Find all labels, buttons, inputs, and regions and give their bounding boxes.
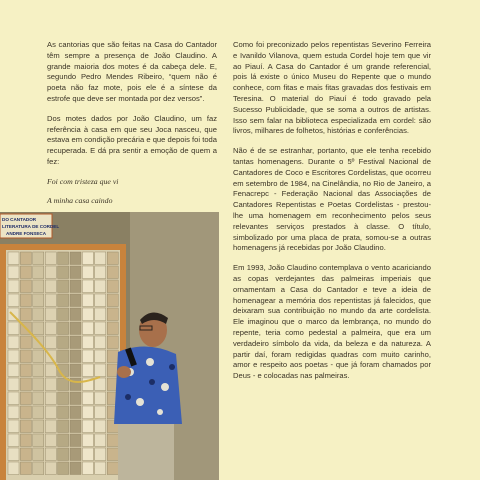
booklet-cover [70,364,81,377]
booklet-cover [70,448,81,461]
left-text-column [47,40,217,216]
booklet-cover [107,294,118,307]
booklet-cover [33,266,44,279]
booklet-cover [70,350,81,363]
paragraph: Não é de se estranhar, portanto, que ele tenha recebido tantas homenagens. Durante o 5º Festival Nacional de Cantadores de Coco e Escritores Cordelistas, que ocorreu em setembro de 1984, na Cinelândia, no Rio de Janeiro, a Fenacrepc - Federação Nacional das Associações de Cantadores Repentistas e Poetas Cordelistas - prestou-lhe uma homenagem em reconhecimento pelos seus relevantes serviços prestados à classe. O título, simbolizado por uma placa de prata, somou-se a outras homenagens já recebidas por João Claudino. [233,146,431,253]
booklet-cover [45,336,56,349]
booklet-cover [58,336,69,349]
booklet-cover [20,294,31,307]
booklet-cover [20,308,31,321]
banner-line: ANDRE FONSECA [6,231,47,236]
booklet-cover [70,406,81,419]
booklet-cover [33,378,44,391]
booklet-cover [107,322,118,335]
booklet-cover [58,392,69,405]
booklet-cover [70,378,81,391]
booklet-cover [8,336,19,349]
booklet-cover [8,322,19,335]
booklet-cover [82,266,93,279]
booklet-cover [95,462,106,475]
trousers [118,422,174,480]
booklet-cover [95,308,106,321]
booklet-cover [70,336,81,349]
booklet-cover [20,266,31,279]
booklet-cover [95,252,106,265]
booklet-cover [58,266,69,279]
booklet-cover [8,420,19,433]
booklet-cover [82,336,93,349]
booklet-cover [20,406,31,419]
booklet-cover [95,448,106,461]
booklet-cover [70,420,81,433]
booklet-cover [107,364,118,377]
banner-line: LITERATURA DE CORDEL [2,224,60,229]
booklet-cover [8,350,19,363]
hand [117,366,131,378]
booklet-cover [45,266,56,279]
booklet-cover [33,364,44,377]
booklet-cover [70,392,81,405]
booklet-cover [45,364,56,377]
booklet-cover [95,378,106,391]
booklet-cover [45,252,56,265]
booklet-cover [8,392,19,405]
booklet-cover [95,266,106,279]
paragraph: Em 1993, João Claudino contemplava o vento acariciando as copas verdejantes das palmeiras imperiais que ornamentam a Casa do Cantador e teve a ideia de homenagear a memória dos repentistas já falecidos, que deixaram sua contribuição no mundo da arte cordelista. Ele imaginou que o marco da lembrança, no mundo do repente, teria como pedestal a palmeira, que era um verdadeiro símbolo da vida, da beleza e da natureza. A partir daí, foram redigidas quadras com muito carinho, amor e respeito aos poetas - que já foram chamados por Deus - e colocadas nas palmeiras. [233,263,431,381]
booklet-cover [45,448,56,461]
booklet-cover [8,406,19,419]
booklet-cover [33,448,44,461]
booklet-cover [45,280,56,293]
booklet-cover [82,350,93,363]
booklet-cover [95,322,106,335]
booklet-cover [107,434,118,447]
booklet-cover [8,294,19,307]
booklet-cover [95,350,106,363]
booklet-cover [45,434,56,447]
booklet-cover [82,434,93,447]
booklet-cover [107,462,118,475]
booklet-cover [58,308,69,321]
booklet-cover [82,294,93,307]
booklet-cover [82,462,93,475]
booklet-cover [45,406,56,419]
booklet-cover [33,350,44,363]
right-text-column [233,40,431,391]
booklet-cover [33,280,44,293]
paragraph: Como foi preconizado pelos repentistas Severino Ferreira e Ivanildo Vilanova, quem estuda Cordel hoje tem que vir ao Piauí. A Casa do Cantador é um grande referencial, pois lá existe o único Museu do Repente que o mundo conhece, com fitas e mais fitas gravadas dos festivais em Teresina. O material do Piauí é todo gravado pela Sucesso Publicidade, que se soma a outros de artistas. Isso sem falar na biblioteca especializada em cordel: são livros, milhares de folhetos, histórias e conferências. [233,40,431,136]
booklet-cover [107,308,118,321]
booklet-cover [33,322,44,335]
booklet-cover [58,420,69,433]
booklet-cover [82,392,93,405]
booklet-cover [33,420,44,433]
booklet-cover [70,434,81,447]
booklet-cover [70,462,81,475]
photo-man-at-microphone [0,212,219,480]
booklet-cover [82,280,93,293]
booklet-cover [33,294,44,307]
booklet-cover [95,434,106,447]
booklet-cover [58,280,69,293]
paragraph: As cantorias que são feitas na Casa do Cantador têm sempre a presença de João Claudino. A grande maioria dos motes é da cabeça dele. E, segundo Pedro Mendes Ribeiro, “quem não é poeta não faz mote, pois ele é a síntese da estrofe que deve ser montada por dez versos”. [47,40,217,103]
booklet-cover [95,280,106,293]
booklet-cover [20,392,31,405]
booklet-cover [107,336,118,349]
booklet-cover [82,252,93,265]
booklet-cover [58,252,69,265]
booklet-cover [20,336,31,349]
booklet-cover [58,434,69,447]
booklet-cover [95,392,106,405]
poem-line: Foi com tristeza que vi [47,176,119,186]
booklet-cover [95,406,106,419]
booklet-cover [20,252,31,265]
booklet-cover [58,350,69,363]
booklet-cover [107,280,118,293]
booklet-cover [82,308,93,321]
booklet-cover [33,252,44,265]
booklet-cover [45,322,56,335]
booklet-cover [70,280,81,293]
booklet-cover [20,350,31,363]
booklet-cover [45,294,56,307]
booklet-cover [107,448,118,461]
booklet-cover [8,462,19,475]
booklet-cover [33,406,44,419]
booklet-cover [82,406,93,419]
booklet-cover [70,266,81,279]
paragraph: Dos motes dados por João Claudino, um faz referência à casa em que seu Joca nasceu, que estava em condição precária e que depois foi toda recuperada. E dá pra sentir a emoção de quem a fez: [47,113,217,166]
patterned-shirt [114,346,182,424]
booklet-cover [107,252,118,265]
booklet-cover [20,448,31,461]
booklet-cover [8,378,19,391]
booklet-cover [8,252,19,265]
booklet-cover [82,420,93,433]
booklet-cover [20,364,31,377]
booklet-cover [107,266,118,279]
booklet-cover [58,448,69,461]
poem-line: A minha casa caindo [47,196,113,206]
booklet-cover [20,462,31,475]
booklet-cover [58,406,69,419]
booklet-cover [82,364,93,377]
booklet-cover [70,322,81,335]
booklet-cover [95,364,106,377]
booklet-cover [45,378,56,391]
booklet-cover [33,462,44,475]
booklet-cover [8,280,19,293]
photo-illustration [0,212,219,480]
booklet-cover [8,266,19,279]
booklet-cover [58,322,69,335]
booklet-cover [20,378,31,391]
booklet-cover [45,308,56,321]
booklet-cover [33,392,44,405]
booklet-cover [8,448,19,461]
booklet-cover [70,308,81,321]
booklet-cover [8,434,19,447]
booklet-cover [45,420,56,433]
booklet-cover [58,294,69,307]
booklet-cover [33,434,44,447]
booklet-cover [95,336,106,349]
booklet-cover [95,294,106,307]
booklet-cover [8,364,19,377]
booklet-cover [95,420,106,433]
booklet-cover [20,420,31,433]
booklet-cover [70,294,81,307]
booklet-cover [45,392,56,405]
booklet-cover [20,434,31,447]
banner-line: DO CANTADOR [2,217,37,222]
booklet-cover [82,448,93,461]
booklet-cover [82,322,93,335]
booklet-cover [45,462,56,475]
booklet-cover [58,462,69,475]
booklet-cover [107,350,118,363]
booklet-cover [70,252,81,265]
booklet-cover [33,308,44,321]
booklet-cover [20,280,31,293]
